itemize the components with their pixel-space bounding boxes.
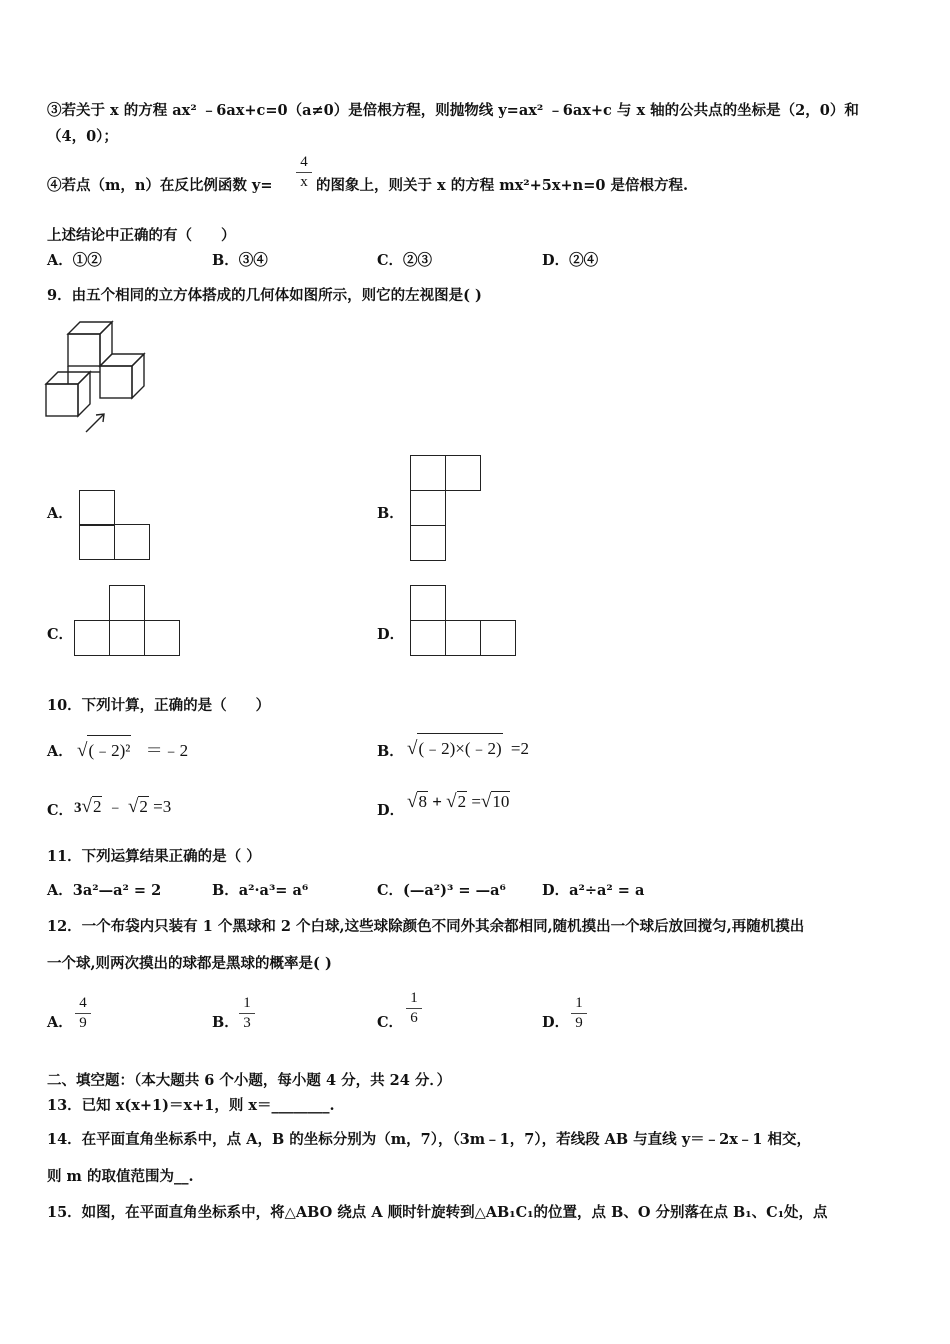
fraction-numerator: 1 xyxy=(406,990,422,1009)
view-square xyxy=(410,455,446,491)
view-square xyxy=(144,620,180,656)
radicand: (﹣2)×(﹣2) xyxy=(417,733,502,759)
q11-option-b[interactable]: B．a²·a³= a⁶ xyxy=(212,882,309,899)
view-square xyxy=(109,585,145,621)
section-2-heading: 二、填空题：（本大题共 6 个小题，每小题 4 分，共 24 分．） xyxy=(47,1072,452,1089)
q8-option-b[interactable]: B．③④ xyxy=(212,252,268,269)
q12-option-a-fraction[interactable] xyxy=(75,995,91,1032)
coef: 3 xyxy=(74,800,82,816)
rhs: =3 xyxy=(153,797,172,816)
q8-option-c[interactable]: C．②③ xyxy=(377,252,433,269)
view-square xyxy=(79,490,115,526)
view-square xyxy=(410,525,446,561)
q12-label-d[interactable]: D． xyxy=(542,1014,570,1031)
radicand: 10 xyxy=(492,792,510,811)
q11-option-c[interactable]: C．(—a²)³ = —a⁶ xyxy=(377,882,506,899)
fraction-denominator: 3 xyxy=(243,1015,251,1031)
q14-line1: 14．在平面直角坐标系中，点 A，B 的坐标分别为（m，7），（3m﹣1，7），若线段 AB 与直线 y＝﹣2x﹣1 相交， xyxy=(47,1131,812,1148)
radicand: (﹣2)² xyxy=(87,735,131,761)
sqrt-icon: √ xyxy=(77,740,88,761)
fraction-denominator: 9 xyxy=(79,1015,87,1031)
sqrt-icon: √ xyxy=(446,791,457,812)
q9-stem: 9．由五个相同的立方体搭成的几何体如图所示，则它的左视图是( ) xyxy=(47,287,482,304)
view-square xyxy=(445,455,481,491)
q9-label-c[interactable]: C． xyxy=(47,626,74,643)
q12-option-b-fraction[interactable] xyxy=(239,995,255,1032)
q9-cube-figure xyxy=(40,314,150,439)
sqrt-icon: √ xyxy=(407,738,418,759)
q8-option-a[interactable]: A．①② xyxy=(47,252,102,269)
fraction-denominator: x xyxy=(300,174,308,190)
q8-item3-cont: （4，0）； xyxy=(47,128,118,145)
equals: = xyxy=(471,792,481,811)
q12-stem-line2: 一个球,则两次摸出的球都是黑球的概率是( ) xyxy=(47,955,332,972)
q10-option-a-expr[interactable] xyxy=(77,735,188,762)
view-square xyxy=(410,490,446,526)
view-square xyxy=(410,585,446,621)
q10-option-d-expr[interactable] xyxy=(407,791,510,813)
q8-item4-fraction xyxy=(296,154,312,191)
q8-item3: ③若关于 x 的方程 ax² ﹣6ax+c=0（a≠0）是倍根方程，则抛物线 y=ax² ﹣6ax+c 与 x 轴的公共点的坐标是（2，0）和 xyxy=(47,102,859,119)
q11-option-d[interactable]: D．a²÷a² = a xyxy=(542,882,645,899)
q12-label-c[interactable]: C． xyxy=(377,1014,404,1031)
q10-option-b-expr[interactable] xyxy=(407,733,529,760)
q15-line1: 15．如图，在平面直角坐标系中，将△ABO 绕点 A 顺时针旋转到△AB₁C₁的位置，点 B、O 分别落在点 B₁、C₁处，点 xyxy=(47,1204,828,1221)
q11-stem: 11．下列运算结果正确的是（ ） xyxy=(47,848,261,865)
minus: ﹣ xyxy=(106,797,124,816)
view-square xyxy=(480,620,516,656)
q8-item4-pre: ④若点（m，n）在反比例函数 y= xyxy=(47,177,273,194)
q12-option-d-fraction[interactable] xyxy=(571,995,587,1032)
q12-stem-line1: 12．一个布袋内只装有 1 个黑球和 2 个白球,这些球除颜色不同外其余都相同,随机摸出一个球后放回搅匀,再随机摸出 xyxy=(47,918,805,935)
view-square xyxy=(410,620,446,656)
q9-label-a[interactable]: A． xyxy=(47,505,73,522)
fraction-numerator: 4 xyxy=(296,154,312,173)
fraction-numerator: 4 xyxy=(75,995,91,1014)
q13: 13．已知 x(x+1)＝x+1，则 x＝________. xyxy=(47,1097,335,1114)
view-square xyxy=(114,524,150,560)
q10-label-a[interactable]: A． xyxy=(47,743,73,760)
q10-stem: 10．下列计算，正确的是（ ） xyxy=(47,697,271,714)
q9-label-b[interactable]: B． xyxy=(377,505,404,522)
q12-label-a[interactable]: A． xyxy=(47,1014,73,1031)
radicand: 2 xyxy=(139,797,148,816)
q10-label-b[interactable]: B． xyxy=(377,743,404,760)
view-square xyxy=(445,620,481,656)
q12-label-b[interactable]: B． xyxy=(212,1014,239,1031)
q14-line2: 则 m 的取值范围为__. xyxy=(47,1168,194,1185)
radicand: 2 xyxy=(92,797,102,816)
sqrt-icon: √ xyxy=(127,796,139,817)
sqrt-icon: √ xyxy=(407,791,418,812)
fraction-denominator: 6 xyxy=(410,1010,418,1026)
fraction-numerator: 1 xyxy=(571,995,587,1014)
q11-option-a[interactable]: A．3a²—a² = 2 xyxy=(47,882,162,899)
sqrt-icon: √ xyxy=(480,791,492,812)
q9-label-d[interactable]: D． xyxy=(377,626,405,643)
fraction-numerator: 1 xyxy=(239,995,255,1014)
q10-option-c-expr[interactable] xyxy=(74,792,171,818)
radicand: 2 xyxy=(457,792,467,811)
q12-option-c-fraction[interactable] xyxy=(406,990,422,1027)
view-square xyxy=(79,524,115,560)
q8-item4-post: 的图象上，则关于 x 的方程 mx²+5x+n=0 是倍根方程. xyxy=(316,177,689,194)
view-square xyxy=(109,620,145,656)
q10-label-d[interactable]: D． xyxy=(377,802,405,819)
rhs: =2 xyxy=(510,739,530,758)
q8-option-d[interactable]: D．②④ xyxy=(542,252,599,269)
view-square xyxy=(74,620,110,656)
q8-prompt: 上述结论中正确的有（ ） xyxy=(47,227,236,244)
rhs: ＝﹣2 xyxy=(145,741,189,760)
radicand: 8 xyxy=(418,792,427,811)
sqrt-icon: √ xyxy=(81,796,92,817)
plus: + xyxy=(432,792,442,811)
fraction-denominator: 9 xyxy=(575,1015,583,1031)
q10-label-c[interactable]: C． xyxy=(47,802,74,819)
